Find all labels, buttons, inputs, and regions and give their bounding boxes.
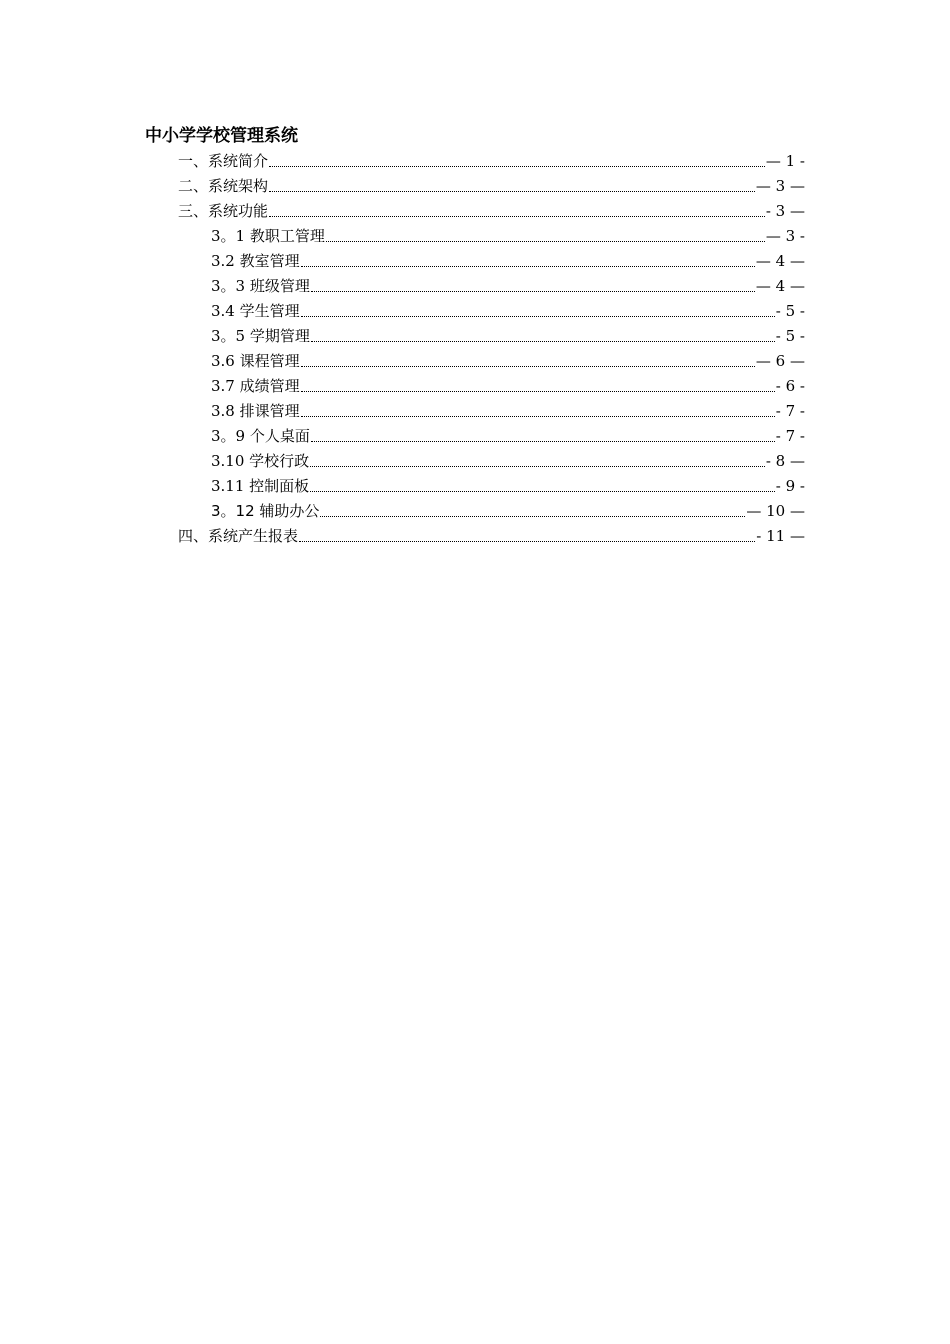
toc-leader-dots: [310, 452, 765, 467]
toc-entry[interactable]: [0, 224, 950, 249]
toc-entry-label: 3.11 控制面板: [211, 477, 310, 495]
toc-entry-label: 3.7 成绩管理: [211, 377, 300, 395]
toc-entry-label: 3。12 辅助办公: [211, 502, 320, 520]
toc-page-number: - 6 -: [775, 377, 805, 395]
toc-entry[interactable]: [0, 524, 950, 549]
toc-entry-label: 3。3 班级管理: [211, 277, 310, 295]
toc-leader-dots: [301, 377, 775, 392]
toc-entry-label: 3.2 教室管理: [211, 252, 300, 270]
toc-entry[interactable]: [0, 299, 950, 324]
toc-entry-label: 三、系统功能: [178, 202, 269, 220]
toc-entry-label: 3。9 个人桌面: [211, 427, 310, 445]
toc-page-number: — 6 —: [755, 352, 805, 370]
toc-leader-dots: [320, 502, 745, 517]
toc-page-number: — 10 —: [746, 502, 805, 520]
toc-entry[interactable]: [0, 449, 950, 474]
toc-leader-dots: [311, 277, 755, 292]
toc-entry-label: 3.8 排课管理: [211, 402, 300, 420]
toc-page-number: - 7 -: [775, 402, 805, 420]
toc-entry[interactable]: [0, 424, 950, 449]
toc-page-number: — 3 -: [765, 227, 805, 245]
toc-entry[interactable]: [0, 399, 950, 424]
toc-entry-label: 四、系统产生报表: [178, 527, 299, 545]
toc-page-number: — 4 —: [755, 252, 805, 270]
toc-page-number: — 4 —: [755, 277, 805, 295]
toc-leader-dots: [310, 477, 775, 492]
toc-page-number: - 8 —: [765, 452, 805, 470]
toc-entry-label: 3。5 学期管理: [211, 327, 310, 345]
toc-leader-dots: [269, 152, 765, 167]
toc-page-number: - 5 -: [775, 302, 805, 320]
toc-entry-label: 一、系统简介: [178, 152, 269, 170]
toc-entry-label: 3.10 学校行政: [211, 452, 310, 470]
toc-entry[interactable]: [0, 474, 950, 499]
toc-entry[interactable]: [0, 149, 950, 174]
toc-entry[interactable]: [0, 274, 950, 299]
toc-entry[interactable]: [0, 324, 950, 349]
toc-entry[interactable]: [0, 374, 950, 399]
table-of-contents: [0, 149, 950, 549]
toc-entry[interactable]: [0, 499, 950, 524]
toc-leader-dots: [269, 177, 755, 192]
document-title: 中小学学校管理系统: [145, 126, 298, 146]
toc-entry[interactable]: [0, 174, 950, 199]
toc-page-number: — 3 —: [755, 177, 805, 195]
toc-entry[interactable]: [0, 249, 950, 274]
toc-leader-dots: [301, 402, 775, 417]
toc-entry-label: 3.6 课程管理: [211, 352, 300, 370]
toc-page-number: - 5 -: [775, 327, 805, 345]
toc-leader-dots: [301, 352, 755, 367]
toc-page-number: - 11 —: [756, 527, 805, 545]
toc-leader-dots: [301, 302, 775, 317]
toc-entry-label: 3.4 学生管理: [211, 302, 300, 320]
toc-entry-label: 3。1 教职工管理: [211, 227, 325, 245]
toc-page-number: — 1 -: [765, 152, 805, 170]
toc-entry-label: 二、系统架构: [178, 177, 269, 195]
toc-entry[interactable]: [0, 349, 950, 374]
toc-leader-dots: [326, 227, 765, 242]
toc-leader-dots: [301, 252, 755, 267]
toc-page-number: - 3 —: [765, 202, 805, 220]
toc-entry[interactable]: [0, 199, 950, 224]
toc-page-number: - 7 -: [775, 427, 805, 445]
toc-leader-dots: [311, 327, 775, 342]
toc-leader-dots: [269, 202, 765, 217]
toc-leader-dots: [299, 527, 755, 542]
toc-leader-dots: [311, 427, 775, 442]
toc-page-number: - 9 -: [775, 477, 805, 495]
